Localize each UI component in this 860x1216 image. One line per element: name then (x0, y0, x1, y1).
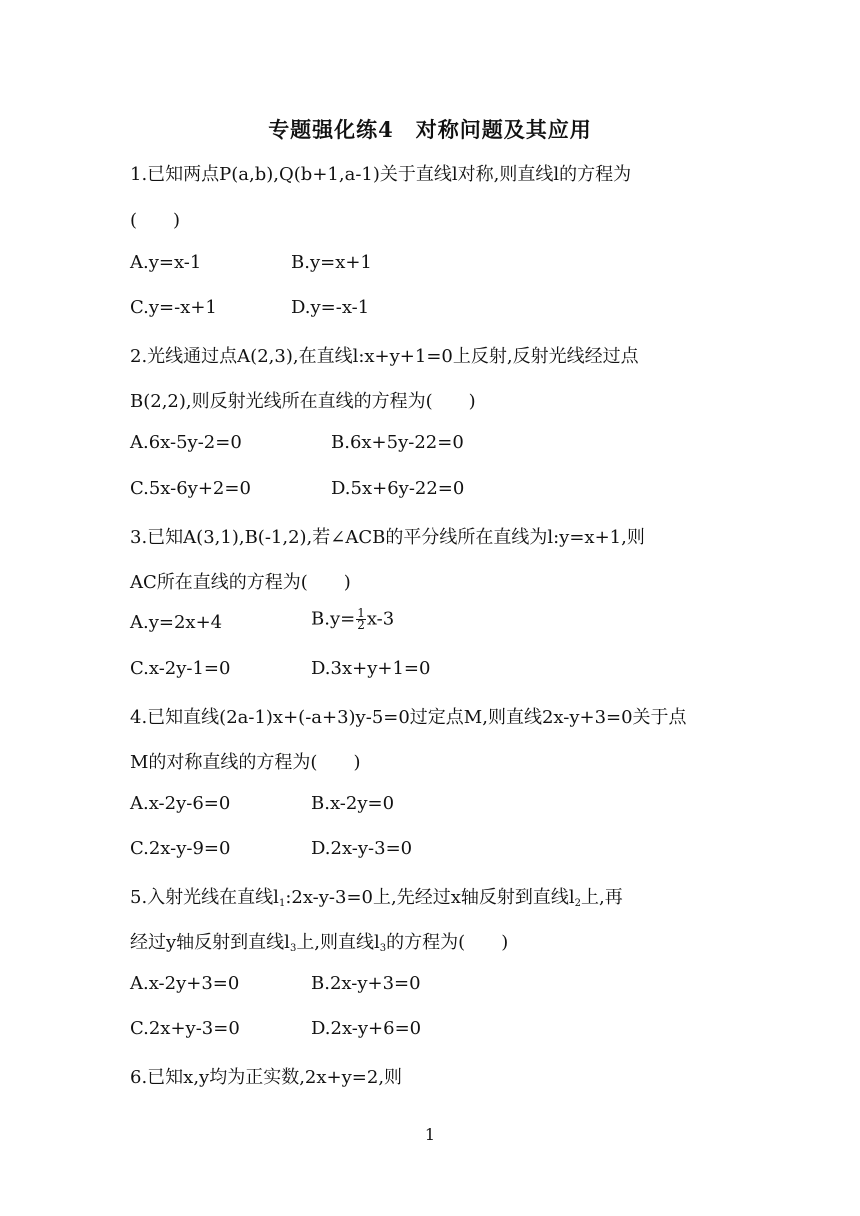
fraction (356, 608, 366, 631)
q6-stem-line1: 6.已知x,y均为正实数,2x+y=2,则 (130, 1067, 403, 1088)
document-title: 专题强化练4 对称问题及其应用 (268, 117, 592, 142)
q2-option-c: C.5x-6y+2=0 (130, 478, 251, 499)
q5-text: 上,则直线l (296, 932, 380, 953)
subscript: 1 (278, 898, 286, 909)
q1-stem-line2: ( ) (130, 210, 181, 231)
subscript: 2 (574, 898, 581, 909)
q5-option-a: A.x-2y+3=0 (130, 973, 240, 994)
q3-option-b (311, 608, 394, 631)
q5-stem-line1 (130, 883, 623, 909)
q4-option-a: A.x-2y-6=0 (130, 793, 231, 814)
fraction-denominator: 2 (357, 618, 365, 632)
q5-text: 的方程为( ) (386, 932, 509, 953)
q5-text: 上,再 (581, 887, 623, 908)
fraction-numerator: 1 (357, 606, 365, 620)
q4-option-d: D.2x-y-3=0 (311, 838, 413, 859)
q5-option-d: D.2x-y+6=0 (311, 1018, 422, 1039)
q2-option-a: A.6x-5y-2=0 (130, 432, 242, 453)
q4-stem-line2: M的对称直线的方程为( ) (130, 752, 361, 773)
q3-option-d: D.3x+y+1=0 (311, 658, 431, 679)
q4-option-b: B.x-2y=0 (311, 793, 395, 814)
q2-stem-line1: 2.光线通过点A(2,3),在直线l:x+y+1=0上反射,反射光线经过点 (130, 346, 639, 367)
q5-text: 经过y轴反射到直线l (130, 932, 290, 953)
q1-stem-line1: 1.已知两点P(a,b),Q(b+1,a-1)关于直线l对称,则直线l的方程为 (130, 164, 632, 185)
q3-stem-line1: 3.已知A(3,1),B(-1,2),若∠ACB的平分线所在直线为l:y=x+1,则 (130, 527, 645, 548)
q2-option-b: B.6x+5y-22=0 (331, 432, 464, 453)
q3-stem-line2: AC所在直线的方程为( ) (130, 572, 351, 593)
q5-option-c: C.2x+y-3=0 (130, 1018, 240, 1039)
q2-stem-line2: B(2,2),则反射光线所在直线的方程为( ) (130, 391, 476, 412)
q3-option-c: C.x-2y-1=0 (130, 658, 231, 679)
q3-option-b-prefix: B.y= (311, 608, 356, 630)
q5-text: 5.入射光线在直线l (130, 887, 279, 908)
q2-option-d: D.5x+6y-22=0 (331, 478, 465, 499)
q1-option-d: D.y=-x-1 (291, 297, 370, 318)
q5-stem-line2 (130, 928, 508, 954)
q1-option-b: B.y=x+1 (291, 252, 372, 273)
q3-option-b-suffix: x-3 (366, 608, 395, 630)
q5-option-b: B.2x-y+3=0 (311, 973, 421, 994)
q4-stem-line1: 4.已知直线(2a-1)x+(-a+3)y-5=0过定点M,则直线2x-y+3=0关于点 (130, 707, 687, 728)
q5-text: :2x-y-3=0上,先经过x轴反射到直线l (285, 887, 575, 908)
subscript: 3 (289, 943, 297, 954)
page-number: 1 (424, 1125, 436, 1144)
q1-option-a: A.y=x-1 (130, 252, 202, 273)
q3-option-a: A.y=2x+4 (130, 612, 223, 633)
q1-option-c: C.y=-x+1 (130, 297, 217, 318)
subscript: 3 (379, 943, 387, 954)
q4-option-c: C.2x-y-9=0 (130, 838, 231, 859)
